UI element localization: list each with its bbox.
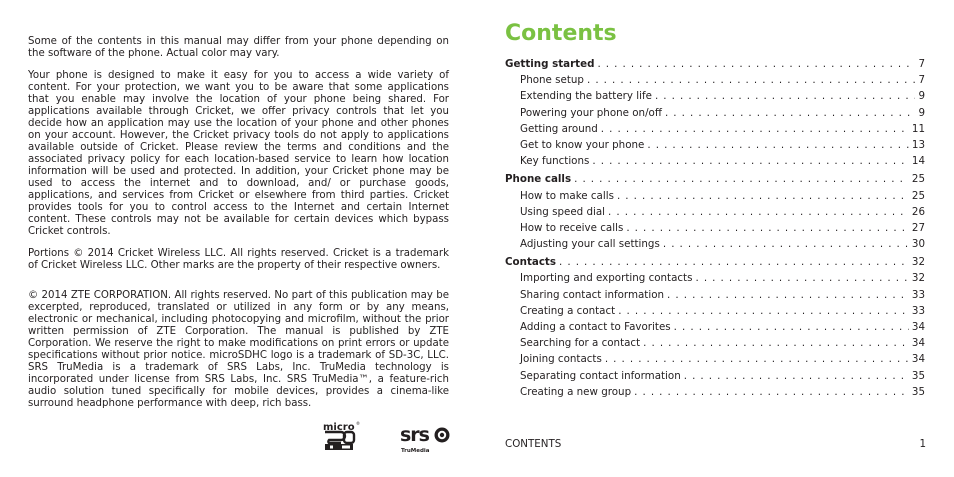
toc-dot-leader bbox=[608, 204, 909, 220]
toc-entry-label: Getting around bbox=[520, 122, 598, 135]
toc-entry[interactable] bbox=[505, 220, 925, 236]
toc-dot-leader bbox=[663, 236, 909, 252]
toc-entry[interactable] bbox=[505, 351, 925, 367]
toc-entry-page: 14 bbox=[911, 155, 925, 168]
toc-entry[interactable] bbox=[505, 335, 925, 351]
toc-entry[interactable] bbox=[505, 236, 925, 252]
toc-entry[interactable] bbox=[505, 384, 925, 400]
toc-entry-page: 7 bbox=[918, 58, 925, 70]
toc-entry-label: How to receive calls bbox=[520, 221, 624, 234]
toc-entry-label: Searching for a contact bbox=[520, 337, 641, 350]
toc-entry-page: 33 bbox=[911, 304, 925, 317]
toc-entry-page: 7 bbox=[918, 74, 925, 87]
toc-section-entry[interactable] bbox=[505, 254, 925, 270]
toc-entry-page: 35 bbox=[911, 385, 925, 398]
toc-entry-label: Contacts bbox=[505, 256, 556, 269]
toc-dot-leader bbox=[592, 153, 909, 169]
toc-entry[interactable] bbox=[505, 270, 925, 286]
toc-entry-page: 27 bbox=[911, 221, 925, 234]
toc-dot-leader bbox=[587, 72, 915, 88]
toc-entry-label: Creating a contact bbox=[520, 304, 616, 317]
toc-entry-page: 34 bbox=[911, 353, 925, 366]
footer-page-number: 1 bbox=[919, 438, 926, 450]
trumedia-text: TruMedia bbox=[401, 448, 430, 454]
srs-logo-text: srs bbox=[400, 424, 429, 446]
toc-entry-label: Powering your phone on/off bbox=[520, 106, 662, 119]
toc-entry[interactable] bbox=[505, 319, 925, 335]
toc-entry-page: 34 bbox=[911, 337, 925, 350]
toc-dot-leader bbox=[643, 335, 909, 351]
footer-section-label: CONTENTS bbox=[505, 438, 562, 450]
microsdhc-logo-text: micro bbox=[323, 422, 355, 433]
toc-entry-label: Creating a new group bbox=[520, 385, 632, 398]
toc-entry-page: 11 bbox=[911, 122, 925, 135]
disclaimer-paragraph: Some of the contents in this manual may differ from your phone depending on the software of the phone. Actual color may vary. bbox=[28, 36, 449, 60]
toc-dot-leader bbox=[618, 303, 909, 319]
toc-entry[interactable] bbox=[505, 153, 925, 169]
toc-entry-page: 30 bbox=[911, 238, 925, 251]
toc-dot-leader bbox=[605, 351, 909, 367]
toc-dot-leader bbox=[597, 56, 915, 72]
toc-entry[interactable] bbox=[505, 121, 925, 137]
toc-section-entry[interactable] bbox=[505, 171, 925, 187]
toc-entry[interactable] bbox=[505, 105, 925, 121]
zte-copyright-paragraph: © 2014 ZTE CORPORATION. All rights reserved. No part of this publication may be excerpted, reproduced, translated or utilized in any form or by any means, electronic or mechanical, including photocopying and microfilm, without the prior written permission of ZTE Corporation. The manual is published by ZTE Corporation. We reserve the right to make modifications on print errors or update specifications without prior notice. microSDHC logo is a trademark of SD-3C, LLC. SRS TruMedia is a trademark of SRS Labs, Inc. TruMedia technology is incorporated under license from SRS Labs, Inc. SRS TruMedia™, a feature-rich audio solution tuned specifically for mobile devices, provides a cinema-like surround headphone performance with deep, rich bass. bbox=[28, 289, 449, 410]
toc-dot-leader bbox=[617, 188, 909, 204]
toc-dot-leader bbox=[674, 319, 909, 335]
toc-entry-label: How to make calls bbox=[520, 189, 614, 202]
toc-entry-label: Adding a contact to Favorites bbox=[520, 321, 671, 333]
toc-entry[interactable] bbox=[505, 287, 925, 303]
toc-entry-label: Get to know your phone bbox=[520, 138, 645, 151]
toc-entry-page: 33 bbox=[911, 288, 925, 301]
toc-entry-page: 9 bbox=[918, 106, 925, 119]
toc-section-entry[interactable] bbox=[505, 56, 925, 72]
cricket-trademark-paragraph: Portions © 2014 Cricket Wireless LLC. All rights reserved. Cricket is a trademark of Cricket Wireless LLC. Other marks are the property of their respective owners. bbox=[28, 247, 449, 271]
toc-dot-leader bbox=[684, 368, 909, 384]
toc-entry-page: 32 bbox=[911, 272, 925, 285]
toc-entry[interactable] bbox=[505, 137, 925, 153]
toc-entry-label: Adjusting your call settings bbox=[520, 238, 660, 251]
toc-entry-page: 26 bbox=[911, 205, 925, 218]
toc-entry[interactable] bbox=[505, 72, 925, 88]
toc-dot-leader bbox=[634, 384, 909, 400]
srs-trumedia-logo-icon bbox=[400, 424, 454, 454]
toc-entry-label: Getting started bbox=[505, 58, 595, 70]
svg-text:®: ® bbox=[356, 421, 360, 426]
toc-entry-label: Joining contacts bbox=[520, 353, 602, 366]
toc-entry-page: 34 bbox=[911, 321, 925, 333]
toc-entry-page: 25 bbox=[911, 189, 925, 202]
legal-text-column bbox=[28, 36, 449, 420]
toc-entry-label: Sharing contact information bbox=[520, 288, 665, 301]
table-of-contents bbox=[505, 56, 925, 400]
toc-dot-leader bbox=[655, 88, 915, 104]
toc-entry-page: 9 bbox=[918, 90, 925, 103]
toc-dot-leader bbox=[647, 137, 909, 153]
toc-entry-label: Importing and exporting contacts bbox=[520, 272, 693, 285]
privacy-paragraph: Your phone is designed to make it easy for you to access a wide variety of content. For your protection, we want you to be aware that some applications that you enable may involve the location of your phone being shared. For applications available through Cricket, we offer privacy controls that let you decide how an application may use the location of your phone and other phones on your account. However, the Cricket privacy tools do not apply to applications available outside of Cricket. Please review the terms and conditions and the associated privacy policy for each location-based service to learn how location information will be used and protected. In addition, your Cricket phone may be used to access the internet and to download, and/ or purchase goods, applications, and services from Cricket or elsewhere from third parties. Cricket provides tools for you to control access to the Internet and certain Internet content. These controls may not be available for certain devices which bypass Cricket controls. bbox=[28, 69, 449, 238]
toc-entry-label: Using speed dial bbox=[520, 205, 606, 218]
microsdhc-logo-icon bbox=[322, 420, 362, 451]
toc-entry-label: Phone calls bbox=[505, 173, 572, 186]
toc-entry-label: Phone setup bbox=[520, 74, 584, 87]
toc-entry-label: Extending the battery life bbox=[520, 90, 652, 103]
toc-entry-page: 25 bbox=[911, 173, 925, 186]
toc-dot-leader bbox=[601, 121, 909, 137]
contents-column bbox=[505, 20, 925, 398]
toc-entry[interactable] bbox=[505, 204, 925, 220]
contents-title: Contents bbox=[505, 21, 617, 46]
toc-dot-leader bbox=[667, 287, 909, 303]
toc-entry-label: Key functions bbox=[520, 155, 590, 168]
toc-entry-label: Separating contact information bbox=[520, 369, 681, 382]
toc-entry-page: 35 bbox=[911, 369, 925, 382]
toc-entry[interactable] bbox=[505, 303, 925, 319]
toc-dot-leader bbox=[559, 254, 909, 270]
toc-dot-leader bbox=[695, 270, 908, 286]
toc-dot-leader bbox=[626, 220, 909, 236]
toc-entry[interactable] bbox=[505, 88, 925, 104]
toc-dot-leader bbox=[574, 171, 909, 187]
toc-entry-page: 13 bbox=[911, 138, 925, 151]
toc-entry[interactable] bbox=[505, 368, 925, 384]
toc-entry[interactable] bbox=[505, 188, 925, 204]
toc-entry-page: 32 bbox=[911, 256, 925, 269]
toc-dot-leader bbox=[665, 105, 915, 121]
